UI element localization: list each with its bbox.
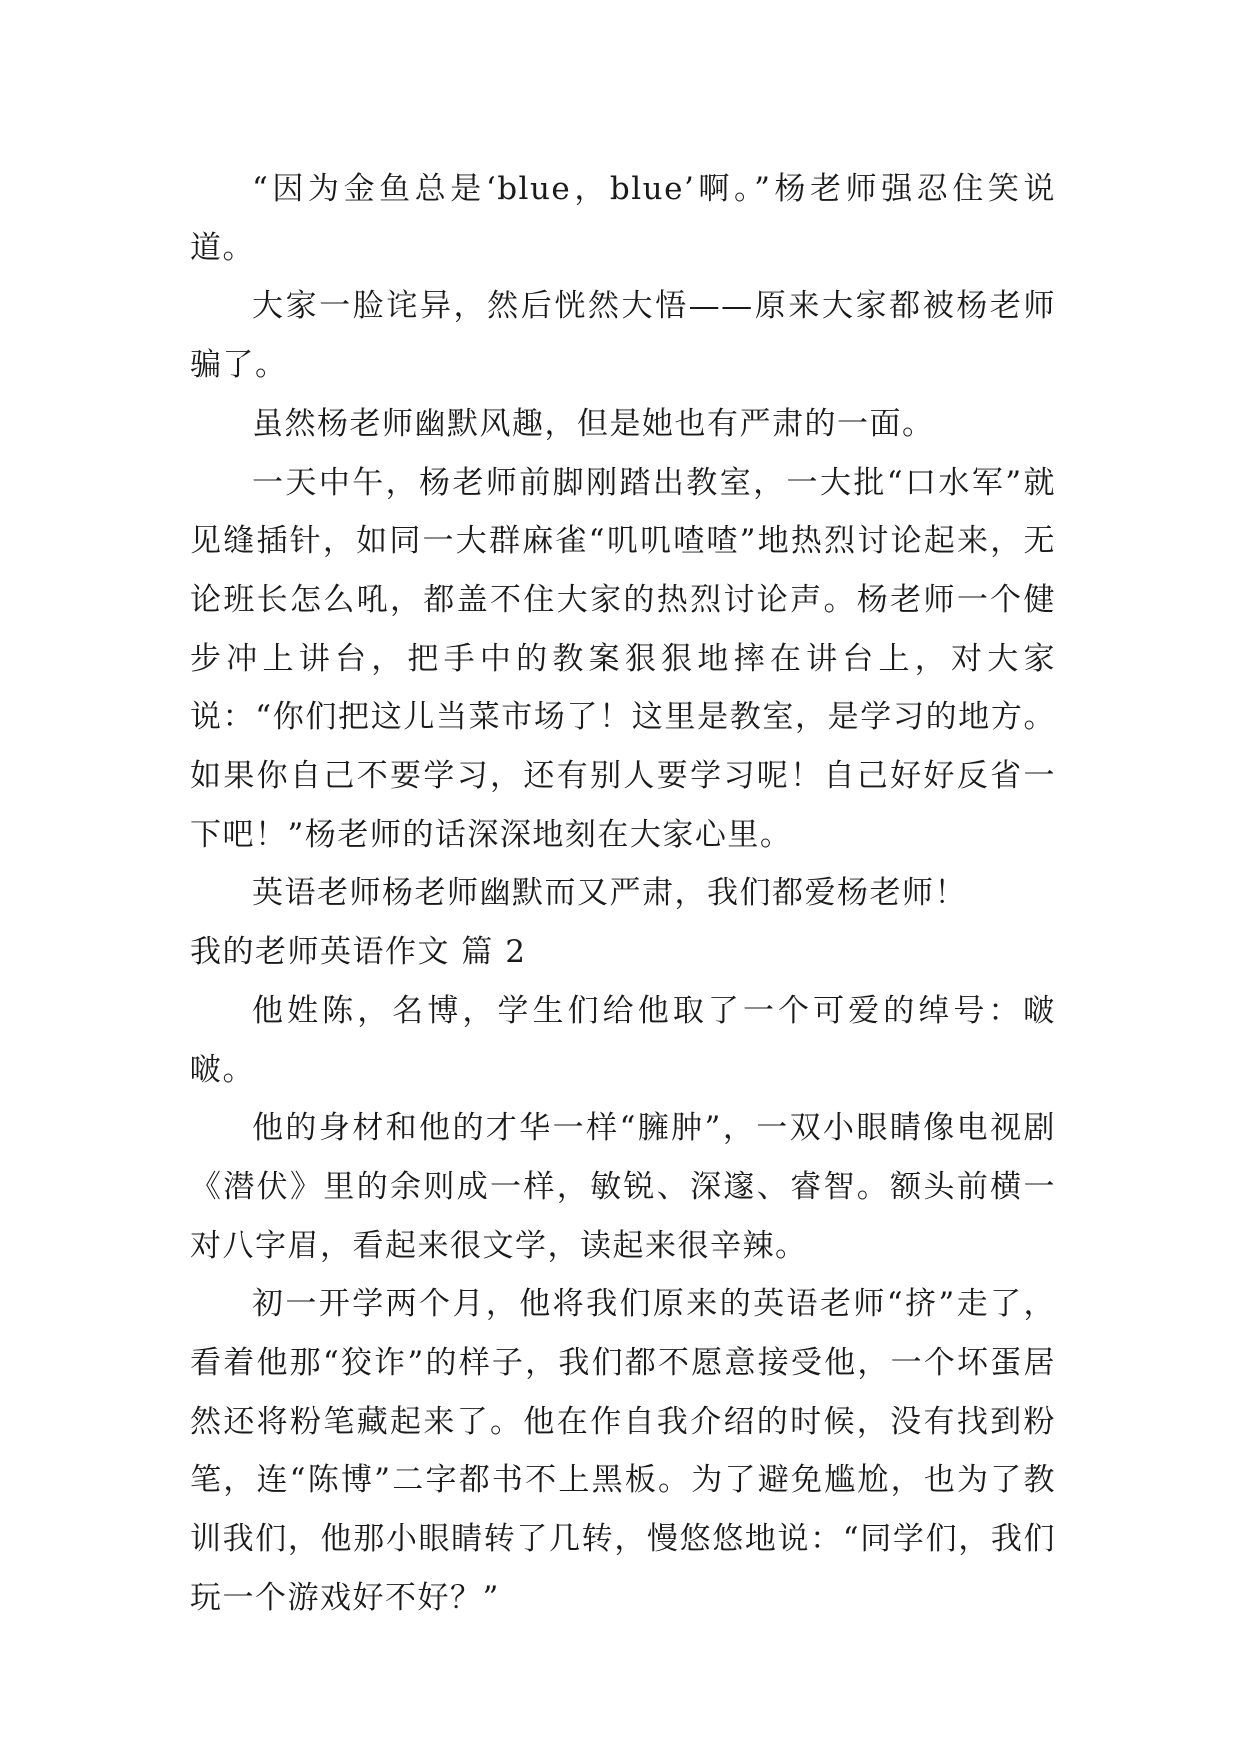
paragraph-conclusion: 英语老师杨老师幽默而又严肃，我们都爱杨老师！ bbox=[252, 875, 967, 912]
paragraph-classroom-noise: 一天中午，杨老师前脚刚踏出教室，一大批“口水军”就见缝插针，如同一大群麻雀“叽叽喳喳”地热烈讨论起来，无论班长怎么吼，都盖不住大家的热烈讨论声。杨老师一个健步冲上讲台，把手中的教案狠狠地摔在讲台上，对大家说：“你们把这儿当菜市场了！这里是教室，是学习的地方。如果你自己不要学习，还有别人要学习呢！自己好好反省一下吧！”杨老师的话深深地刻在大家心里。 bbox=[190, 464, 1056, 853]
paragraph-realization: 大家一脸诧异，然后恍然大悟——原来大家都被杨老师骗了。 bbox=[190, 288, 1056, 384]
paragraph-blue-joke: “因为金鱼总是‘blue，blue’啊。”杨老师强忍住笑说道。 bbox=[190, 171, 1056, 266]
document-body bbox=[190, 160, 1056, 1628]
section-heading: 我的老师英语作文 篇 2 bbox=[190, 934, 527, 971]
paragraph-first-class: 初一开学两个月，他将我们原来的英语老师“挤”走了，看着他那“狡诈”的样子，我们都不愿意接受他，一个坏蛋居然还将粉笔藏起来了。他在作自我介绍的时候，没有找到粉笔，连“陈博”二字都书不上黑板。为了避免尴尬，也为了教训我们，他那小眼睛转了几转，慢悠悠地说：“同学们，我们玩一个游戏好不好？” bbox=[190, 1286, 1056, 1616]
paragraph-teacher-name: 他姓陈，名博，学生们给他取了一个可爱的绰号：啵啵。 bbox=[190, 992, 1056, 1088]
paragraph-teacher-appearance: 他的身材和他的才华一样“臃肿”，一双小眼睛像电视剧《潜伏》里的余则成一样，敏锐、深邃、睿智。额头前横一对八字眉，看起来很文学，读起来很辛辣。 bbox=[190, 1110, 1056, 1264]
paragraph-serious-side: 虽然杨老师幽默风趣，但是她也有严肃的一面。 bbox=[252, 405, 935, 442]
